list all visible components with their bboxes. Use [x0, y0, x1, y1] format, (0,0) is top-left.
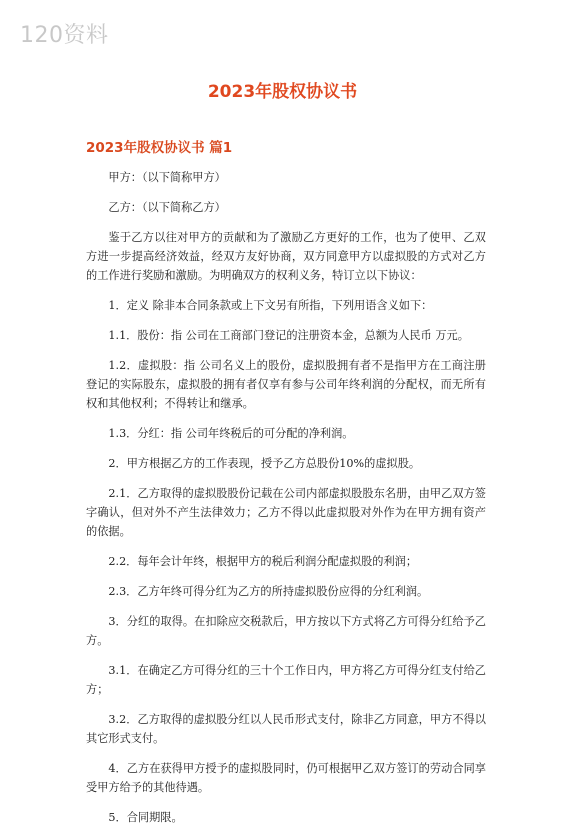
- clause-4: 4．乙方在获得甲方授予的虚拟股同时，仍可根据甲乙双方签订的劳动合同享受甲方给予的其他待遇。: [86, 762, 486, 794]
- clause-3-2: 3.2．乙方取得的虚拟股分红以人民币形式支付，除非乙方同意，甲方不得以其它形式支付。: [86, 713, 486, 745]
- section-title: 2023年股权协议书 篇1: [86, 140, 233, 156]
- clause-1-2: 1.2．虚拟股：指 公司名义上的股份，虚拟股拥有者不是指甲方在工商注册登记的实际股东，虚拟股的拥有者仅享有参与公司年终利润的分配权，而无所有权和其他权利；不得转让和继承。: [86, 359, 486, 410]
- clause-3-1: 3.1．在确定乙方可得分红的三十个工作日内，甲方将乙方可得分红支付给乙方；: [86, 664, 486, 696]
- clause-2: 2．甲方根据乙方的工作表现，授予乙方总股份10%的虚拟股。: [108, 457, 421, 470]
- clause-1: 1．定义 除非本合同条款或上下文另有所指，下列用语含义如下：: [108, 299, 433, 312]
- clause-1-1: 1.1．股份：指 公司在工商部门登记的注册资本金，总额为人民币 万元。: [108, 329, 469, 342]
- clause-5: 5．合同期限。: [108, 811, 183, 824]
- clause-1-3: 1.3．分红：指 公司年终税后的可分配的净利润。: [108, 427, 354, 440]
- preamble-paragraph: 鉴于乙方以往对甲方的贡献和为了激励乙方更好的工作，也为了使甲、乙双方进一步提高经济效益，经双方友好协商，双方同意甲方以虚拟股的方式对乙方的工作进行奖励和激励。为明确双方的权利义务，特订立以下协议：: [86, 231, 486, 282]
- clause-2-3: 2.3．乙方年终可得分红为乙方的所持虚拟股份应得的分红利润。: [108, 585, 429, 598]
- party-b-line: 乙方：（以下简称乙方）: [108, 201, 226, 214]
- clause-2-1: 2.1．乙方取得的虚拟股股份记载在公司内部虚拟股股东名册，由甲乙双方签字确认，但对外不产生法律效力；乙方不得以此虚拟股对外作为在甲方拥有资产的依据。: [86, 487, 486, 538]
- document-title: 2023年股权协议书: [207, 82, 358, 102]
- clause-3: 3．分红的取得。在扣除应交税款后，甲方按以下方式将乙方可得分红给予乙方。: [86, 615, 486, 647]
- clause-2-2: 2.2．每年会计年终，根据甲方的税后利润分配虚拟股的利润；: [108, 555, 418, 568]
- party-a-line: 甲方：（以下简称甲方）: [108, 171, 226, 184]
- document-body: [86, 168, 486, 838]
- watermark-logo: 120资料: [20, 23, 109, 48]
